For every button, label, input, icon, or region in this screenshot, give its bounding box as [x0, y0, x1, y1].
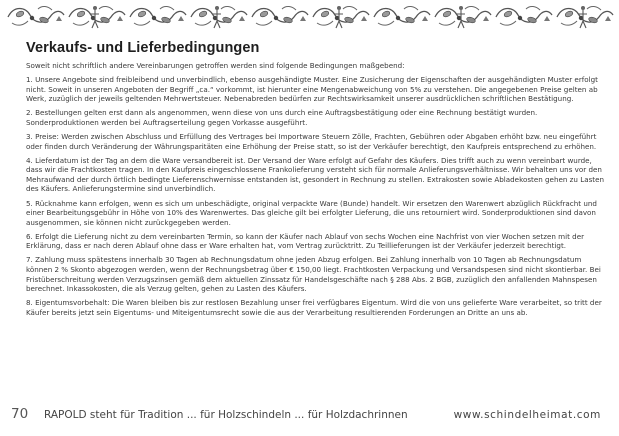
- clause-3-prices: 3. Preise: Werden zwischen Abschluss und Erfüllung des Vertrages bei Importware Steuern Zölle, Frachten, Gebühren oder Abgaben erhöht bzw. neu eingeführt oder finden durch Veränderung der Währungsparitäten eine Erhöhung der Preise statt, so ist der Verkäufer berechtigt, den Kaufpreis entsprechend zu erhöhen.: [26, 132, 597, 151]
- clause-5-returns: 5. Rücknahme kann erfolgen, wenn es sich um unbeschädigte, original verpackte Ware (Bunde) handelt. Wir ersetzen den Warenwert abzüglich Rückfracht und einer Bearbeitungsgebühr in Höhe von 10% des Warenwertes. Das gleiche gilt bei erfolgter Lieferung, die uns retourniert wird. Sonderproduktionen sind davon ausgenommen, sie können nicht zurückgegeben werden.: [26, 198, 597, 227]
- clause-7-payment: 7. Zahlung muss spätestens innerhalb 30 Tagen ab Rechnungsdatum ohne jeden Abzug erfolgen. Bei Zahlung innerhalb von 10 Tagen ab Rechnungsdatum können 2 % Skonto abgezogen werden, wenn der Rechnungsbetrag über € 150,00 liegt. Frachtkosten Verpackung und Versandspesen sind nicht skontierbar. Bei Fristüberschreitung werden Verzugszinsen gemäß dem aktuellen Zinssatz für Handelsgeschäfte nach § 288 Abs. 2 BGB, zuzüglich den anfallenden Mahnspesen berechnet. Inkassokosten, die als Verzug gelten, gehen zu Lasten des Käufers.: [26, 255, 601, 294]
- clause-1-offers: 1. Unsere Angebote sind freibleibend und unverbindlich, ebenso ausgehändigte Muster. Eine Zusicherung der Eigenschaften der ausgehändigten Muster erfolgt nicht. Soweit in unseren Angeboten der Begriff „ca.“ vorkommt, ist hierunter eine Mengenabweichung von 5% zu verstehen. Die angegebenen Preise gelten ab Werk, zuzüglich der jeweils geltenden Mehrwertsteuer. Nebenabreden bedürfen zur Rechtswirksamkeit unserer ausdrücklichen schriftlichen Bestätigung.: [26, 75, 598, 104]
- clause-4-delivery: 4. Lieferdatum ist der Tag an dem die Ware versandbereit ist. Der Versand der Ware erfolgt auf Gefahr des Käufers. Dies trifft auch zu wenn vereinbart wurde, dass wir die Frachtkosten tragen. In den Kaufpreis eingeschlossene Frankolieferung versteht sich für normale Anlieferungsverhältnisse. Wir behalten uns vor den Mehraufwand der durch örtlich bedingte Lieferenschwernisse entstanden ist, gesondert in Rechnung zu stellen. Extrakosten sowie Abladekosten gehen zu Lasten des Käufers. Anlieferungstermine sind unverbindlich.: [26, 155, 605, 194]
- website-link[interactable]: www.schindelheimat.com: [453, 409, 601, 421]
- intro-paragraph: Soweit nicht schriftlich andere Vereinbarungen getroffen werden sind folgende Bedingungen maßgebend:: [26, 61, 405, 70]
- page-footer: [0, 405, 619, 425]
- clause-6-delivery-delay: 6. Erfolgt die Lieferung nicht zu dem vereinbarten Termin, so kann der Käufer nach Ablauf von sechs Wochen eine Nachfrist von vier Wochen setzen mit der Erklärung, dass er nach deren Ablauf ohne dass er Ware erhalten hat, vom Vertrag zurücktritt. Zu Teillieferungen ist der Verkäufer jederzeit berechtigt.: [26, 231, 585, 251]
- footer-tagline: RAPOLD steht für Tradition ... für Holzschindeln ... für Holzdachrinnen: [44, 409, 408, 421]
- terms-body: [26, 61, 606, 322]
- page-number: 70: [11, 406, 29, 422]
- page-title: Verkaufs- und Lieferbedingungen: [26, 40, 260, 56]
- clause-8-retention-of-title: 8. Eigentumsvorbehalt: Die Waren bleiben bis zur restlosen Bezahlung unser frei verfügbares Eigentum. Wird die von uns gelieferte Ware verarbeitet, so tritt der Käufer bereits jetzt sein Eigentums- und Miteigentumsrecht sowie die aus der Verarbeitung resultierenden Forderungen an Dritte an uns ab.: [26, 298, 602, 317]
- clause-2-orders: 2. Bestellungen gelten erst dann als angenommen, wenn diese von uns durch eine Auftragsbestätigung oder eine Rechnung bestätigt wurden. Sonderproduktionen werden bei Auftragserteilung gegen Vorkasse ausgeführt.: [26, 108, 538, 127]
- decorative-border-icon: [4, 3, 615, 30]
